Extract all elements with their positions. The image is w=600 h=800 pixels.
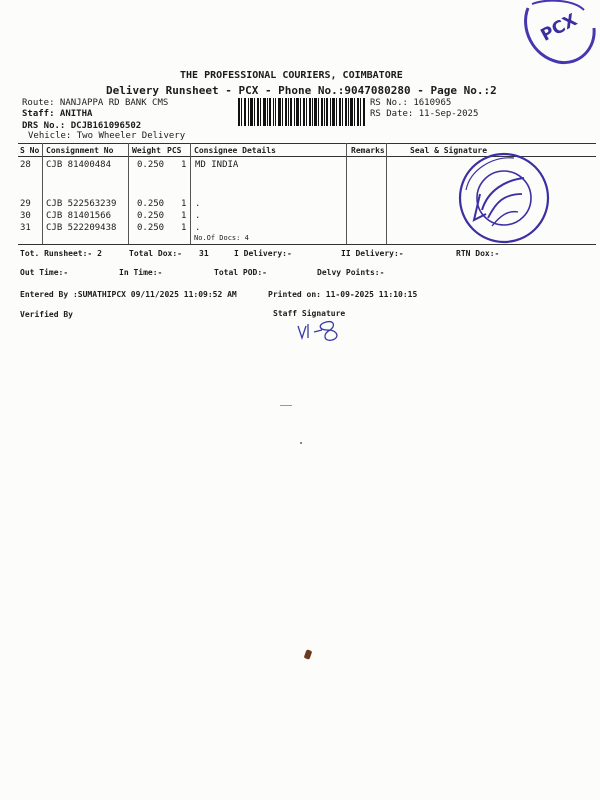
staff-label: Staff: ANITHA xyxy=(22,109,93,119)
route-label: Route: NANJAPPA RD BANK CMS xyxy=(22,98,169,108)
rtn-dox: RTN Dox:- xyxy=(456,249,500,258)
row-pcs: 1 xyxy=(181,160,187,170)
vehicle-label: Vehicle: Two Wheeler Delivery xyxy=(28,131,186,141)
entered-by: Entered By :SUMATHIPCX 09/11/2025 11:09:52 AM xyxy=(20,290,237,299)
col-header-consignment: Consignment No xyxy=(46,146,114,155)
col-divider xyxy=(346,143,347,244)
total-dox-label: Total Dox:- xyxy=(129,249,182,258)
verified-by: Verified By xyxy=(20,310,73,319)
total-pod: Total POD:- xyxy=(214,268,267,277)
row-weight: 0.250 xyxy=(137,223,165,233)
row-consignee: MD INDIA xyxy=(195,160,239,170)
col-header-consignee: Consignee Details xyxy=(194,146,276,155)
row-consignment: CJB 81400484 xyxy=(46,160,112,170)
i-delivery: I Delivery:- xyxy=(234,249,292,258)
col-divider xyxy=(386,143,387,244)
col-header-weight: Weight xyxy=(132,146,161,155)
row-weight: 0.250 xyxy=(137,160,165,170)
row-consignee: . xyxy=(195,211,201,221)
barcode xyxy=(238,98,366,126)
col-divider xyxy=(190,143,191,244)
col-header-seal: Seal & Signature xyxy=(410,146,488,155)
row-pcs: 1 xyxy=(181,211,187,221)
row-consignee: . xyxy=(195,199,201,209)
col-divider xyxy=(42,143,43,244)
rs-number: RS No.: 1610965 xyxy=(370,98,452,108)
table-top-rule xyxy=(18,143,596,144)
out-time: Out Time:- xyxy=(20,268,69,277)
row-sno: 30 xyxy=(20,211,31,221)
scan-mark xyxy=(280,405,292,406)
tot-runsheet: Tot. Runsheet:- 2 xyxy=(20,249,102,258)
handwritten-signature xyxy=(296,318,348,344)
row-consignment: CJB 522209438 xyxy=(46,223,117,233)
row-weight: 0.250 xyxy=(137,199,165,209)
rs-date: RS Date: 11-Sep-2025 xyxy=(370,109,479,119)
pcx-stamp-text: PCX xyxy=(537,10,581,46)
total-dox-value: 31 xyxy=(199,249,209,258)
drs-number: DRS No.: DCJB161096502 xyxy=(22,121,142,131)
scan-mark xyxy=(304,649,313,660)
col-header-remarks: Remarks xyxy=(351,146,385,155)
col-divider xyxy=(128,143,129,244)
in-time: In Time:- xyxy=(119,268,163,277)
row-consignment: CJB 522563239 xyxy=(46,199,117,209)
ii-delivery: II Delivery:- xyxy=(341,249,404,258)
row-sno: 29 xyxy=(20,199,31,209)
row-sno: 31 xyxy=(20,223,31,233)
scan-mark xyxy=(300,442,302,444)
row-pcs: 1 xyxy=(181,199,187,209)
col-header-pcs: PCS xyxy=(167,146,182,155)
row-consignment: CJB 81401566 xyxy=(46,211,112,221)
company-title: THE PROFESSIONAL COURIERS, COIMBATORE xyxy=(180,70,403,81)
staff-signature-label: Staff Signature xyxy=(273,309,346,318)
printed-on: Printed on: 11-09-2025 11:10:15 xyxy=(268,290,418,299)
row-weight: 0.250 xyxy=(137,211,165,221)
docs-count: No.Of Docs: 4 xyxy=(194,234,249,242)
row-consignee: . xyxy=(195,223,201,233)
row-pcs: 1 xyxy=(181,223,187,233)
row-sno: 28 xyxy=(20,160,31,170)
runsheet-subtitle: Delivery Runsheet - PCX - Phone No.:9047080280 - Page No.:2 xyxy=(106,84,497,97)
delvy-points: Delvy Points:- xyxy=(317,268,385,277)
col-header-sno: S No xyxy=(20,146,40,155)
company-seal-stamp xyxy=(452,150,556,246)
